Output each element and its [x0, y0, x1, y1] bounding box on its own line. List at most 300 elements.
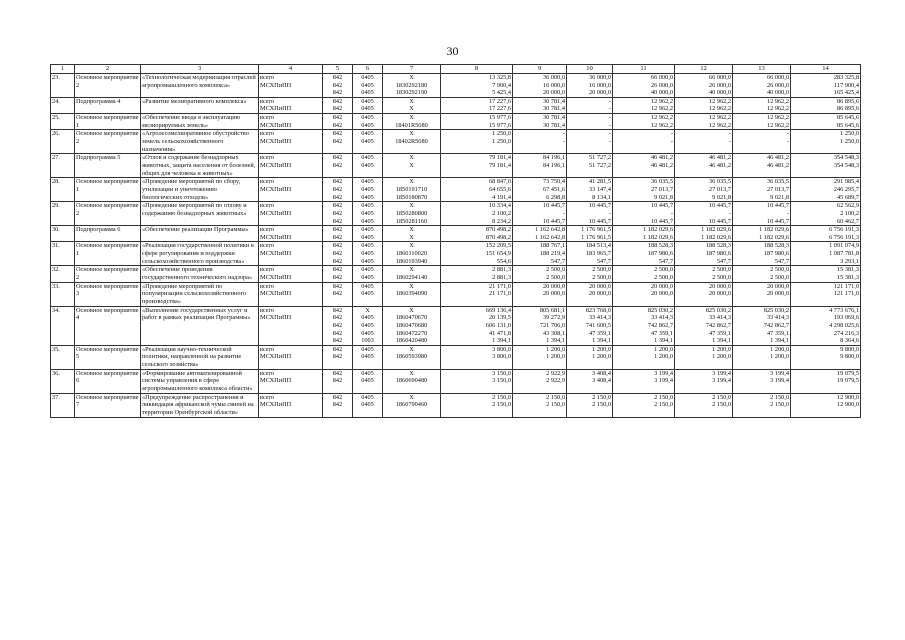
cell-value: 2 150,0 — [712, 393, 731, 401]
row-value-column — [383, 369, 441, 393]
cell-value: 870 498,2 — [485, 226, 511, 234]
cell-value: 283 325,8 — [833, 74, 859, 82]
cell-value: 0405 — [361, 282, 374, 290]
cell-value: 26 000,0 — [708, 81, 731, 89]
cell-value: всего — [260, 114, 275, 121]
cell-value: 193 069,6 — [833, 314, 859, 322]
cell-value: 1 182 029,6 — [759, 226, 789, 234]
row-value-column — [733, 202, 791, 226]
column-header: 8 — [441, 65, 513, 74]
cell-value: 842 — [332, 97, 343, 105]
cell-value: 10 445,7 — [542, 217, 565, 225]
cell-value: 12 962,2 — [766, 121, 789, 129]
cell-value: МСХПиПП — [260, 377, 292, 385]
row-value-column — [353, 114, 383, 130]
cell-value: 547,7 — [716, 257, 731, 265]
cell-value: МСХПиПП — [260, 137, 292, 145]
row-value-column — [613, 97, 675, 113]
cell-value: - — [608, 121, 611, 129]
table-row — [51, 74, 861, 98]
cell-value: 842 — [332, 337, 343, 345]
cell-value: 6 756 191,3 — [829, 226, 859, 234]
row-number: 33. — [51, 282, 75, 306]
cell-value: Х — [409, 266, 414, 274]
row-number: 31. — [51, 242, 75, 266]
cell-value: 20 000,0 — [708, 282, 731, 290]
cell-value: 0405 — [361, 202, 374, 210]
table-row — [51, 242, 861, 266]
cell-value: 30 781,4 — [542, 97, 565, 105]
cell-value: 842 — [332, 217, 343, 225]
cell-value: 40 000,0 — [708, 89, 731, 97]
row-number: 36. — [51, 369, 75, 393]
row-value-column — [383, 74, 441, 98]
cell-value: 842 — [332, 249, 343, 257]
row-value-column — [733, 345, 791, 369]
row-value-column — [567, 226, 613, 242]
row-value-column — [513, 202, 567, 226]
cell-value: 0405 — [361, 257, 374, 265]
cell-value: 805 681,1 — [539, 306, 565, 314]
cell-value: 20 000,0 — [542, 89, 565, 97]
cell-value: 842 — [332, 369, 343, 377]
cell-value: 0405 — [361, 121, 374, 129]
cell-value: 1 182 029,6 — [643, 226, 673, 234]
cell-value: 3 150,0 — [492, 369, 511, 377]
row-value-column — [791, 282, 861, 306]
row-value-column — [323, 282, 353, 306]
cell-value: 2 500,0 — [654, 266, 673, 274]
cell-value: - — [728, 209, 731, 217]
row-type: Основное мероприятие 2 — [75, 74, 141, 98]
cell-value: 20 000,0 — [766, 290, 789, 298]
column-header: 2 — [75, 65, 141, 74]
cell-value: 20 139,5 — [488, 314, 511, 322]
cell-value: 2 150,0 — [770, 393, 789, 401]
row-value-column — [791, 306, 861, 345]
cell-value: 1860472270 — [395, 329, 428, 337]
row-value-column — [613, 226, 675, 242]
cell-value: 0405 — [361, 193, 374, 201]
cell-value: 21 171,0 — [488, 290, 511, 298]
cell-value: 0405 — [361, 185, 374, 193]
cell-value: - — [562, 130, 565, 138]
row-value-column — [323, 369, 353, 393]
cell-value: 4 191,4 — [492, 193, 511, 201]
row-type: Подпрограмма 5 — [75, 154, 141, 178]
cell-value: 30 781,4 — [542, 114, 565, 121]
cell-value: 823 768,0 — [585, 306, 611, 314]
row-name: «Обеспечение проведения государственного технического надзора» — [141, 266, 259, 282]
row-value-column — [613, 202, 675, 226]
row-value-column — [441, 154, 513, 178]
cell-value: МСХПиПП — [260, 233, 292, 241]
table-row — [51, 393, 861, 417]
cell-value: 9 800,0 — [840, 345, 859, 353]
cell-value: 842 — [332, 209, 343, 217]
cell-value: МСХПиПП — [260, 353, 292, 361]
cell-value: 2 150,0 — [492, 401, 511, 409]
cell-value: - — [608, 97, 611, 105]
row-value-column — [791, 369, 861, 393]
cell-value: 0405 — [361, 89, 374, 97]
cell-value: 842 — [332, 105, 343, 113]
row-value-column — [259, 178, 323, 202]
row-value-column — [675, 202, 733, 226]
cell-value: 3 408,4 — [592, 369, 611, 377]
cell-value: 842 — [332, 226, 343, 234]
cell-value: 67 451,6 — [542, 185, 565, 193]
cell-value: МСХПиПП — [260, 161, 292, 169]
row-value-column — [513, 130, 567, 154]
cell-value: 1860193940 — [395, 257, 428, 265]
cell-value: МСХПиПП — [260, 121, 292, 129]
cell-value: 3 199,4 — [770, 369, 789, 377]
cell-value: 669 136,4 — [485, 306, 511, 314]
row-value-column — [567, 202, 613, 226]
cell-value: всего — [260, 97, 275, 105]
cell-value: 10 334,4 — [488, 202, 511, 210]
cell-value: 2 500,0 — [770, 266, 789, 274]
row-value-column — [675, 97, 733, 113]
row-name: «Предупреждение распространения и ликвидация африканской чумы свиней на территории Оренбургской области» — [141, 393, 259, 417]
cell-value: 66 000,0 — [766, 74, 789, 82]
cell-value: Х — [409, 97, 414, 105]
cell-value: 46 481,2 — [766, 161, 789, 169]
row-type: Основное мероприятие 2 — [76, 266, 139, 282]
cell-value: - — [608, 114, 611, 121]
cell-value: 10 445,7 — [588, 217, 611, 225]
cell-value: 0405 — [361, 154, 374, 162]
cell-value: 842 — [332, 130, 343, 138]
cell-value: всего — [260, 74, 275, 82]
row-value-column — [733, 130, 791, 154]
cell-value: 2 150,0 — [492, 393, 511, 401]
row-value-column — [567, 130, 613, 154]
cell-value: 16 000,0 — [542, 81, 565, 89]
cell-value: 60 462,7 — [836, 217, 859, 225]
row-value-column — [613, 178, 675, 202]
table-row — [51, 226, 861, 242]
row-type: Основное мероприятие 4 — [75, 306, 141, 345]
column-header: 11 — [613, 65, 675, 74]
row-number: 35. — [51, 345, 75, 369]
cell-value: 842 — [332, 401, 343, 409]
cell-value: - — [786, 130, 789, 138]
cell-value: 117 900,4 — [834, 81, 859, 89]
row-name: «Проведение мероприятий по популяризации сельскохозяйственного производства» — [141, 282, 259, 306]
cell-value: МСХПиПП — [260, 209, 292, 217]
cell-value: 842 — [332, 81, 343, 89]
row-value-column — [675, 306, 733, 345]
cell-value: 0405 — [361, 329, 374, 337]
row-value-column — [613, 345, 675, 369]
cell-value: 20 000,0 — [588, 282, 611, 290]
cell-value: 2 150,0 — [546, 393, 565, 401]
table-row — [51, 345, 861, 369]
row-value-column — [353, 97, 383, 113]
cell-value: 40 000,0 — [766, 89, 789, 97]
cell-value: 10 445,7 — [766, 217, 789, 225]
row-value-column — [441, 97, 513, 113]
row-value-column — [791, 266, 861, 282]
cell-value: 13 325,8 — [488, 74, 511, 82]
cell-value: 0405 — [361, 209, 374, 217]
cell-value: 825 030,2 — [763, 306, 789, 314]
cell-value: 0405 — [361, 353, 374, 361]
column-header: 6 — [353, 65, 383, 74]
cell-value: МСХПиПП — [260, 185, 292, 193]
cell-value: 2 500,0 — [770, 273, 789, 281]
cell-value: 20 000,0 — [650, 282, 673, 290]
row-value-column — [567, 393, 613, 417]
cell-value: 1 162 642,8 — [535, 226, 565, 234]
row-number: 37. — [51, 393, 75, 417]
cell-value: 1 394,1 — [770, 337, 789, 345]
row-value-column — [441, 242, 513, 266]
cell-value: 842 — [332, 154, 343, 162]
cell-value: 870 498,2 — [485, 233, 511, 241]
cell-value: 742 862,7 — [705, 321, 731, 329]
row-value-column — [383, 154, 441, 178]
cell-value: всего — [260, 266, 275, 274]
cell-value: 842 — [332, 377, 343, 385]
row-value-column — [259, 97, 323, 113]
row-value-column — [733, 369, 791, 393]
row-value-column — [675, 282, 733, 306]
row-value-column — [675, 345, 733, 369]
cell-value: 842 — [332, 266, 343, 274]
cell-value: 547,7 — [658, 257, 673, 265]
row-value-column — [513, 114, 567, 130]
cell-value: 47 359,1 — [650, 329, 673, 337]
cell-value: 0405 — [361, 217, 374, 225]
cell-value: 1860690480 — [395, 377, 428, 385]
cell-value: 187 980,6 — [647, 249, 673, 257]
row-value-column — [613, 130, 675, 154]
cell-value: 36 000,0 — [588, 74, 611, 82]
row-value-column — [259, 242, 323, 266]
cell-value: 10 445,7 — [588, 202, 611, 210]
cell-value: 1860790460 — [395, 401, 428, 409]
column-header: 3 — [141, 65, 259, 74]
cell-value: 2 500,0 — [712, 273, 731, 281]
cell-value: 84 196,1 — [542, 154, 565, 162]
cell-value: 6 756 191,3 — [829, 233, 859, 241]
column-header: 10 — [567, 65, 613, 74]
cell-value: Х — [409, 130, 414, 138]
row-value-column — [613, 266, 675, 282]
cell-value: 33 147,4 — [588, 185, 611, 193]
cell-value: Х — [409, 345, 414, 353]
cell-value: - — [728, 137, 731, 145]
row-type: Основное мероприятие 2 — [75, 130, 141, 154]
cell-value: 188 528,3 — [647, 242, 673, 250]
cell-value: 12 962,2 — [766, 114, 789, 121]
row-value-column — [733, 242, 791, 266]
cell-value: МСХПиПП — [260, 249, 292, 257]
row-value-column — [613, 282, 675, 306]
cell-value: 1 200,0 — [546, 345, 565, 353]
cell-value: 842 — [332, 185, 343, 193]
cell-value: 1850280800 — [395, 209, 428, 217]
cell-value: 3 199,4 — [654, 377, 673, 385]
cell-value: 842 — [332, 121, 343, 129]
cell-value: 1003 — [361, 337, 374, 345]
cell-value — [260, 194, 321, 202]
row-value-column — [323, 74, 353, 98]
cell-value: 46 481,2 — [708, 154, 731, 162]
row-value-column — [733, 97, 791, 113]
row-value-column — [323, 97, 353, 113]
row-value-column — [513, 97, 567, 113]
column-header: 4 — [259, 65, 323, 74]
row-value-column — [441, 74, 513, 98]
row-value-column — [613, 154, 675, 178]
row-value-column — [353, 393, 383, 417]
cell-value: 1860394090 — [395, 290, 428, 298]
row-value-column — [567, 266, 613, 282]
cell-value: 26 000,0 — [650, 81, 673, 89]
cell-value: 36 000,0 — [542, 74, 565, 82]
column-header: 7 — [383, 65, 441, 74]
row-value-column — [567, 97, 613, 113]
row-value-column — [259, 154, 323, 178]
cell-value — [260, 330, 321, 338]
cell-value: 842 — [332, 282, 343, 290]
cell-value: 0405 — [361, 401, 374, 409]
column-header: 13 — [733, 65, 791, 74]
row-value-column — [613, 242, 675, 266]
cell-value: - — [786, 137, 789, 145]
row-value-column — [441, 282, 513, 306]
cell-value: всего — [260, 306, 275, 314]
row-value-column — [675, 178, 733, 202]
cell-value: 51 727,2 — [588, 161, 611, 169]
cell-value: 1860420480 — [395, 337, 428, 345]
cell-value: 1 200,0 — [546, 353, 565, 361]
cell-value: 12 962,2 — [766, 97, 789, 105]
cell-value: 0405 — [361, 226, 374, 234]
cell-value: 274 216,3 — [833, 329, 859, 337]
cell-value: 30 781,4 — [542, 121, 565, 129]
cell-value: 64 655,6 — [488, 185, 511, 193]
column-header: 5 — [323, 65, 353, 74]
row-value-column — [675, 114, 733, 130]
cell-value: 20 000,0 — [588, 290, 611, 298]
row-value-column — [259, 226, 323, 242]
row-value-column — [353, 282, 383, 306]
cell-value: 1 250,0 — [840, 130, 859, 138]
row-value-column — [383, 226, 441, 242]
row-value-column — [383, 266, 441, 282]
page-number: 30 — [446, 44, 459, 58]
cell-value: 1850281160 — [395, 217, 428, 225]
table-row — [51, 306, 861, 345]
row-value-column — [383, 345, 441, 369]
cell-value: 10 445,7 — [708, 202, 731, 210]
cell-value: 0405 — [361, 81, 374, 89]
row-value-column — [259, 202, 323, 226]
cell-value: 1 182 029,6 — [759, 233, 789, 241]
cell-value: 0405 — [361, 233, 374, 241]
cell-value: 2 150,0 — [654, 393, 673, 401]
cell-value: 9 021,8 — [654, 193, 673, 201]
cell-value: 36 035,5 — [766, 178, 789, 186]
cell-value: всего — [260, 154, 275, 162]
cell-value: 3 293,1 — [840, 257, 859, 265]
cell-value: 188 219,4 — [539, 249, 565, 257]
cell-value: 842 — [332, 353, 343, 361]
cell-value: 842 — [332, 273, 343, 281]
cell-value: 1 162 642,8 — [535, 233, 565, 241]
row-type: Основное мероприятие 3 — [75, 282, 141, 306]
row-number: 25. — [51, 114, 75, 130]
cell-value: 1 394,1 — [592, 337, 611, 345]
cell-value: 842 — [332, 89, 343, 97]
cell-value — [260, 89, 321, 97]
cell-value: 1 250,0 — [492, 137, 511, 145]
cell-value: всего — [260, 178, 275, 186]
cell-value: 742 862,7 — [763, 321, 789, 329]
row-value-column — [513, 282, 567, 306]
row-value-column — [259, 282, 323, 306]
cell-value: 0405 — [361, 369, 374, 377]
cell-value: 12 900,0 — [836, 393, 859, 401]
row-value-column — [791, 97, 861, 113]
cell-value: 33 414,3 — [650, 314, 673, 322]
cell-value: 27 013,7 — [650, 185, 673, 193]
cell-value: 1830292180 — [395, 81, 428, 89]
cell-value: 547,7 — [774, 257, 789, 265]
cell-value: 187 980,6 — [705, 249, 731, 257]
cell-value: 1 182 029,6 — [701, 233, 731, 241]
cell-value: 0405 — [361, 266, 374, 274]
cell-value: 21 171,0 — [488, 282, 511, 290]
row-value-column — [733, 306, 791, 345]
cell-value: 291 985,4 — [833, 178, 859, 186]
cell-value: 36 035,5 — [650, 178, 673, 186]
row-value-column — [791, 393, 861, 417]
cell-value: 40 000,0 — [650, 89, 673, 97]
cell-value: 27 013,7 — [766, 185, 789, 193]
row-type: Основное мероприятие 1 — [76, 114, 139, 129]
cell-value: 2 500,0 — [712, 266, 731, 274]
cell-value: - — [562, 209, 565, 217]
cell-value: 121 171,0 — [833, 290, 859, 298]
row-name: «Технологическая модернизация отраслей агропромышленного комплекса» — [141, 74, 259, 98]
cell-value: - — [670, 209, 673, 217]
cell-value: 16 000,0 — [588, 81, 611, 89]
cell-value: 842 — [332, 161, 343, 169]
cell-value: 2 881,3 — [492, 266, 511, 274]
row-value-column — [733, 114, 791, 130]
row-value-column — [441, 266, 513, 282]
cell-value: 1 200,0 — [712, 353, 731, 361]
cell-value: 36 035,5 — [708, 178, 731, 186]
cell-value: 0405 — [361, 161, 374, 169]
cell-value: - — [608, 105, 611, 113]
cell-value: 4 773 676,1 — [829, 306, 859, 314]
cell-value: 1 200,0 — [770, 345, 789, 353]
cell-value: всего — [260, 345, 275, 353]
row-value-column — [791, 130, 861, 154]
cell-value: 547,7 — [596, 257, 611, 265]
cell-value: 15 977,6 — [488, 121, 511, 129]
cell-value: 246 295,7 — [833, 185, 859, 193]
cell-value: 188 528,3 — [763, 242, 789, 250]
cell-value: 62 562,9 — [836, 202, 859, 210]
